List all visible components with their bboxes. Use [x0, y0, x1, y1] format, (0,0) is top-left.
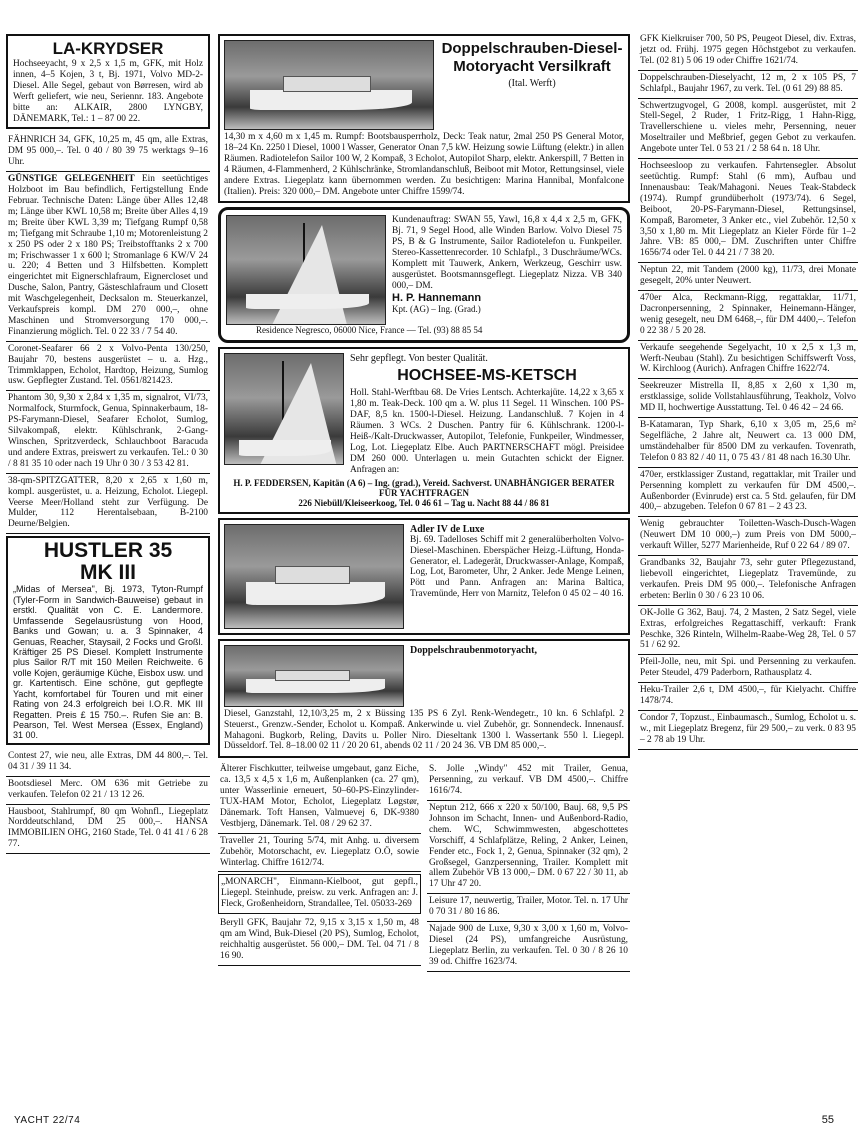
ad-pfeil-jolle: Pfeil-Jolle, neu, mit Spi. und Persenning zu verkaufen. Peter Steudel, 479 Paderborn, Rathausplatz 4.	[638, 655, 858, 683]
yacht-photo	[226, 215, 386, 325]
ad-contact-address: Residence Negresco, 06000 Nice, France — Tel. (93) 88 85 54	[256, 325, 483, 336]
ad-spitzgatter: 38-qm-SPITZGATTER, 8,20 x 2,65 x 1,60 m, kompl. ausgerüstet, u. a. Heizung, Echolot. Liegepl. Veerse Meer/Holland steht zur Verfügung. De Mulder, 112 Herentalsebaan, B-2100 Deurne/Belgien.	[6, 474, 210, 535]
ad-neptun-212: Neptun 212, 666 x 220 x 50/100, Bauj. 68, 9,5 PS Johnson im Schacht, Innen- und Außenbord-Radio, chem. WC, Schwimmwesten, abgeschottetes Vorschiff, 4 Schlafplätze, Reling, 2 Anker, Leinen, Fender etc., Fock 1, 2, Genua, Spinnaker (32 qm), 2 Großsegel, Ganzpersenning, Trailer. Komplett mit allem Zubehör VB 13 000,– DM. 0 67 22 / 30 11, ab 17 Uhr 47 20.	[427, 801, 630, 894]
ad-condor: Condor 7, Topzust., Einbaumasch., Sumlog, Echolot u. s. w., mit Liegeplatz Bregenz, für 29 500,– zu verk. 0 83 95 – 2 78 ab 19 Uhr.	[638, 711, 858, 750]
ad-bootsdiesel: Bootsdiesel Merc. OM 636 mit Getriebe zu verkaufen. Telefon 02 21 / 13 12 26.	[6, 777, 210, 805]
ad-contact-address: 226 Niebüll/Kleiseerkoog, Tel. 0 46 61 – Tag u. Nacht 88 44 / 86 81	[298, 497, 550, 508]
ad-phantom: Phantom 30, 9,30 x 2,84 x 1,35 m, signalrot, VI/73, Normalfock, Sturmfock, Genua, Spinnakerbaum, 18-PS-Farymann-Diesel, Seafarer Echolot, Sumlog, Silvakompaß, elektr. Kühlschrank, 2-Gang-Winschen, Spritzverdeck, Schlauchboot Baracuda und andere Extras, preiswert zu verkaufen. Tel.: 0 30 / 8 81 35 10 oder nach 19 Uhr 0 30 / 3 53 42 81.	[6, 391, 210, 473]
ad-text: Kundenauftrag: SWAN 55, Yawl, 16,8 x 4,4 x 2,5 m, GFK, Bj. 71, 9 Segel Hood, alle Winden Barlow. Volvo Diesel 75 PS, B & G Instrumente, Sailor Radiotelefon u. Funkpeiler. Stereo-Kassettenrecorder. 10 Schlafpl., 3 Duschräume/WCs. Komplett mit Tauwerk, Ankern, Werkzeug, Geschirr usw. ausgerüstet. Bootsmannsgeflegt. Liegeplatz Nizza. VB 340 000,– DM.	[392, 215, 622, 291]
ad-traveller: Traveller 21, Touring 5/74, mit Anhg. u. diversem Zubehör, Motorschacht, ev. Liegeplatz O.Ö, sowie Winterlag. Chiffre 1612/74.	[218, 834, 421, 873]
ad-text: Diesel, Ganzstahl, 12,10/3,25 m, 2 x Büssing 135 PS 6 Zyl. Renk-Wendegetr., 10 kn. 6 Schlafpl. 2 Steuerst., Grenzw.-Sender, Echolot u. Kompaß. Ankerwinde u. viel Zubehör, gr. Sonnendeck. Innenausf. Mahagoni. Bugkorb, Reling, Davits u. Poller Niro. Dieseltank 1300 l. Wassertank 550 l. Liegepl. Düsseldorf. Tel. 8–18.00 02 11 / 20 20 61, abends 02 11 / 20 24 36. VB DM 85 000,–.	[224, 708, 624, 752]
ad-beryll: Beryll GFK, Baujahr 72, 9,15 x 3,15 x 1,50 m, 48 qm am Wind, Buk-Diesel (20 PS), Sumlog, Echolot, reichhaltig ausgerüstet. 56 000,– DM. Tel. 04 71 / 8 16 90.	[218, 916, 421, 966]
ad-katamaran: B-Katamaran, Typ Shark, 6,10 x 3,05 m, 25,6 m² Segelfläche, 2 Jahre alt, Neuwert ca. 13 000 DM, umständehalber für 8500 DM zu verkaufen. Tovenrath, Telefon 0 83 82 / 40 11, 0 75 43 / 81 48 nach 16.30 Uhr.	[638, 418, 858, 468]
classified-subcolumns	[218, 762, 630, 971]
ad-grandbanks: Grandbanks 32, Baujahr 73, sehr guter Pflegezustand, liebevoll eingerichtet, Liegeplatz Travemünde, zu verkaufen. Preis DM 95 000,–. Telefonische Anfragen erbeten: Berlin 0 30 / 6 23 10 06.	[638, 556, 858, 606]
ad-fischkutter: Älterer Fischkutter, teilweise umgebaut, ganz Eiche, ca. 13,5 x 4,5 x 1,6 m, Außenplanken (ca. 27 qm), unter Wasserlinie erneuert, 50–60-PS-Einzylinder-TUX-HAM Motor, Echolot, Liegeplatz Løgstør, Dänemark. Toft Hansen, Valmuevej 6, DK-9380 Vestbjerg, Dänemark. Tel. 08 / 29 62 37.	[218, 762, 421, 833]
column-right	[638, 32, 858, 1110]
ad-subtitle: (Ital. Werft)	[508, 78, 556, 89]
ad-text: Ein seetüchtiges Holzboot im Bau befindlich, Fertigstellung Ende Februar. Technische Daten: Länge über Alles 12,48 m; Länge über KWL 10,58 m; Breite über Alles 4,19 m; Breite über KWL 3,39 m; Tiefgang Rumpf 0,58 m; Tiefgang mit Schraube 1,10 m; Motorenleistung 2 x 250 PS oder 2 x 180 PS; Treibstofftanks 2 x 700 m; Frischwasser 1 x 600 l; Stromanlage 6 KW/V 24 u. 220; 4 Betten und 3 Hilfsbetten. Komplett eingerichtet mit Eignerschlafraum, Eignercloset und Dusche, Salon, Pantry, Gästeschlafraum und Closett mit Waschgelegenheit, Decksalon m. Steuerkanzel, Verkaufspreis kompl. DM 270 000,–, ohne Maschinen und Stromversorgung 170 000,–. Finanzierung möglich. Tel. 0 22 33 / 7 54 40.	[8, 174, 208, 337]
ad-la-krydser	[6, 34, 210, 129]
ad-ok-jolle: OK-Jolle G 362, Bauj. 74, 2 Masten, 2 Satz Segel, viele Extras, erfolgreiches Regattaschiff, verkauft: Frank Peschke, 326 Rinteln, Wilhelm-Raabe-Weg 28, Tel. 0 57 51 / 62 92.	[638, 606, 858, 656]
ad-intro: Sehr gepflegt. Von bester Qualität.	[350, 353, 488, 365]
ad-neptun-22: Neptun 22, mit Tandem (2000 kg), 11/73, drei Monate gesegelt, 20% unter Neuwert.	[638, 263, 858, 291]
ad-title: Doppelschrauben-Diesel-Motoryacht Versilkraft	[441, 40, 623, 75]
ad-jolle-windy: S. Jolle „Windy" 452 mit Trailer, Genua, Persenning, zu verkauf. VB DM 4500,–. Chiffre 1616/74.	[427, 762, 630, 801]
ad-versilkraft	[218, 34, 630, 203]
ad-title: HUSTLER 35	[43, 539, 173, 563]
ad-text: „Midas of Mersea", Bj. 1973, Tyton-Rumpf (Tyler-Form in Sandwich-Bauweise) gebaut in erstkl. Qualität von C. E. Landermore. Umfassende Segelausrüstung von Hood, Banks und Gowan; u. a. 3 Spinnaker, 4 Genuas, Reacher, Staysail, 2 Focks und Großl. Kräftiger 25 PS Diesel. Komplett Instrumente plus Sailor R/T mit 150 Meilen Reichweite. 6 volle Kojen, geräumige Küche, Eisbox usw. und gr. Kartentisch. Eine schöne, gut gepflegte Yacht, komfortabel für Touren und mit einer Rating von 24.3 erfolgreich bei I.O.R. MK III Regatten. Preis £ 15 750.–. Rufen Sie an: B. Pearson, Tel. West Mersea (Essex, England) 31 00.	[13, 584, 203, 741]
ad-subtitle: MK III	[80, 561, 136, 585]
ad-wagen: Wenig gebrauchter Toiletten-Wasch-Dusch-Wagen (Neuwert DM 10 000,–) zum Preis von DM 5000,– verkauft Willer, 5277 Marienheide, Ruf 0 22 64 / 89 07.	[638, 517, 858, 556]
ad-title: HOCHSEE-MS-KETSCH	[397, 367, 577, 385]
ad-monarch: „MONARCH", Einmann-Kielboot, gut gepfl., Liegepl. Steinhude, preisw. zu verk. Anfragen an: J. Fleck, Großenheidorn, Strandallee, Tel. 05033-269	[218, 874, 421, 914]
ad-guenstige	[6, 172, 210, 342]
ad-contact: H. P. FEDDERSEN, Kapitän (A 6) – Ing. (grad.), Vereid. Sachverst. UNABHÄNGIGER BERATER FÜR YACHTFRAGEN	[233, 477, 615, 498]
ad-dieselyacht: Doppelschrauben-Dieselyacht, 12 m, 2 x 105 PS, 7 Schlafpl., Baujahr 1967, zu verk. Tel. (0 61 29) 88 85.	[638, 71, 858, 99]
ad-hausboot: Hausboot, Stahlrumpf, 80 qm Wohnfl., Liegeplatz Norddeutschland, DM 25 000,–. HANSA IMMOBILIEN OHG, 2160 Stade, Tel. 0 41 41 / 6 28 77.	[6, 805, 210, 855]
ad-text: Hochseeyacht, 9 x 2,5 x 1,5 m, GFK, mit Holz innen, 4–5 Kojen, 3 t, Bj. 1971, Volvo MD-2-Diesel. Alle Segel, gebaut von Børresen, wird ab Werft geliefert, wie neu, Seriennr. 183. Angebote bitte an: ALKAIR, 2800 LYNGBY, DÄNEMARK, Tel.: 1 – 87 00 22.	[13, 59, 203, 124]
ad-seekreuzer: Seekreuzer Mistrella II, 8,85 x 2,60 x 1,30 m, erstklassige, solide Vollstahlausführung, Teakholz, Volvo MD II, hochwertige Ausstattung. Tel. 0 46 42 – 24 66.	[638, 379, 858, 418]
ad-470er: 470er, erstklassiger Zustand, regattaklar, mit Trailer und Persenning komplett zu verkaufen für DM 4500,–. Außenborder (Evinrude) erst ca. 5 Std. gelaufen, für DM 400,– abzugeben. Telefon 0 67 81 – 2 43 23.	[638, 468, 858, 518]
ad-contact-title: Kpt. (AG) – Ing. (Grad.)	[392, 303, 481, 314]
ad-title: Adler IV de Luxe	[410, 523, 485, 535]
ad-doppelschrauben	[218, 639, 630, 759]
ad-title: GÜNSTIGE GELEGENHEIT	[8, 174, 135, 185]
magazine-issue: YACHT 22/74	[14, 1115, 81, 1126]
ad-leisure: Leisure 17, neuwertig, Trailer, Motor. Tel. n. 17 Uhr 0 70 31 / 80 16 86.	[427, 894, 630, 922]
ad-text: Bj. 69. Tadelloses Schiff mit 2 generalüberholten Volvo-Diesel-Maschinen. Eberspächer Heizg.-Lüftung, Honda-Generator, el. Ladegerät, Druckwasser-Anlage, Kompaß, Log, Lot, Barometer, Uhr, 2 Anker. Jede Menge Leinen, Pött und Pann. Anfragen an: Marina Baltica, Travemünde, Herr von Marnitz, Telefon 0 45 02 – 40 16.	[410, 534, 624, 600]
subcolumn-left	[218, 762, 421, 971]
ad-text: 14,30 m x 4,60 m x 1,45 m. Rumpf: Bootsbausperrholz, Deck: Teak natur, 2mal 250 PS General Motor, 18–24 Kn. 2250 l Diesel, 1000 l Wasser, Generator Onan 7,5 kW. Heizung sowie Lüftung (elektr.) in allen Räumen. Radiotelefon Sailor 100 W, 2 Kompaß, 3 Echolot, Autopilot Sharp, elektr. Ankerspill, 7 Betten in 4 Räumen, 4-Flammenherd, 2 Kühlschränke, Stromlandanschluß, Beiboot mit Motor, Rettungsinsel, viele andere Extras. Liegeplatz kann übernommen werden. Zu besichtigen: Marina Hannibal, Monfalcone (Italien). Preis: 320 000,– DM. Angebote unter Chiffre 1599/74.	[224, 132, 624, 197]
ad-heku-trailer: Heku-Trailer 2,6 t, DM 4500,–, für Kielyacht. Chiffre 1478/74.	[638, 683, 858, 711]
ad-segelyacht: Verkaufe seegehende Segelyacht, 10 x 2,5 x 1,3 m, Werft-Neubau (Stahl). Zu besichtigen Schiffswerft Voss, W. Kirchloog (Aurich). Anfragen Chiffre 1622/74.	[638, 341, 858, 380]
ad-ketsch	[218, 347, 630, 513]
ad-text: Holl. Stahl-Werftbau 68. De Vries Lentsch. Achterkajüte. 14,22 x 3,65 x 1,80 m. Teak-Deck. 100 qm a. W. plus 11 Segel. 11 Winschen. 100 PS-DAF, 8,5 kn. 1500-l-Diesel. Heizung. Landanschluß. 7 Kojen in 4 Räumen. 3 WCs. 2 Duschen. Pantry für 6. Kühlschrank. 1200-l-Heiß-/Kalt-Druckwasser, Autopilot, Telefonie, Funkpeiler, Windmesser, Log, Lot. Liegeplatz Elbe. Auch PARTNERSCHAFT mögl. Preisidee DM 260 000. Unterlagen u. mein Gutachten schickt der Eigner. Anfragen an:	[350, 388, 624, 475]
ad-faehnrich: FÄHNRICH 34, GFK, 10,25 m, 45 qm, alle Extras, DM 95 000,–. Tel. 0 40 / 80 39 75 werktags 9–16 Uhr.	[6, 133, 210, 172]
subcolumn-right	[427, 762, 630, 971]
ad-hochseesloop: Hochseesloop zu verkaufen. Fahrtensegler. Absolut seetüchtig. Rumpf: Stahl (6 mm), Aufbau und Innenausbau: Teak/Mahagoni. Neues Teak-Stabdeck (1974). Rumpf grundüberholt (1973/74). 6 Segel, Beiboot, 20-PS-Farymann-Diesel, Rettungsinsel, Kompaß, Barometer, 3 Anker etc., viel Zubehör. 12,50 x 3,50 x 1,80 m. Mit Liegeplatz an Kieler Förde für 1–2 Jahre. VB: 85 000,– DM. Zuschriften unter Chiffre 1656/74 oder Tel. 0 44 21 / 7 38 20.	[638, 159, 858, 263]
ad-title: LA-KRYDSER	[52, 39, 164, 58]
ad-gfk-kielkruiser: GFK Kielkruiser 700, 50 PS, Peugeot Diesel, div. Extras, jetzt od. Frühj. 1975 gegen Höchstgebot zu verkaufen. Tel. (02 81) 5 06 19 oder Chiffre 1621/74.	[638, 32, 858, 71]
yacht-photo	[224, 353, 344, 465]
ad-title: Doppelschraubenmotoryacht,	[410, 644, 537, 656]
column-left	[6, 32, 210, 1110]
ad-470er-alca: 470er Alca, Reckmann-Rigg, regattaklar, 11/71, Dacronpersenning, 2 Spinnaker, Heinemann-Hänger, wenig gesegelt, neu DM 6468,–, für DM 4400,–. Telefon 0 22 38 / 5 20 28.	[638, 291, 858, 341]
yacht-photo	[224, 645, 404, 707]
ad-swan55	[218, 207, 630, 343]
ad-hustler	[6, 536, 210, 745]
page-number: 55	[821, 1114, 834, 1126]
ad-adler	[218, 518, 630, 635]
yacht-photo	[224, 40, 434, 130]
ad-najade: Najade 900 de Luxe, 9,30 x 3,00 x 1,60 m, Volvo-Diesel (24 PS), umfangreiche Ausrüstung, Liegeplatz Berlin, zu verkaufen. Tel. 0 30 / 8 26 10 39 od. Chiffre 1623/74.	[427, 922, 630, 972]
column-middle	[218, 32, 630, 1110]
ad-contest: Contest 27, wie neu, alle Extras, DM 44 800,–. Tel. 04 31 / 39 11 34.	[6, 749, 210, 777]
ad-contact-name: H. P. Hannemann	[392, 291, 482, 304]
ad-schwertzugvogel: Schwertzugvogel, G 2008, kompl. ausgerüstet, mit 2 Stell-Segel, 2 Ruder, 1 Fritz-Rigg, 1 Hahn-Rigg, Travellerschiene u. vieles mehr, Persenning, neuer Moseltrailer und Meßbrief, gegen Gebot zu verkaufen. Angebote unter Tel. 0 53 21 / 2 58 64 n. 18 Uhr.	[638, 99, 858, 160]
yacht-photo	[224, 524, 404, 629]
ad-coronet: Coronet-Seafarer 66 2 x Volvo-Penta 130/250, Baujahr 70, bestens ausgerüstet – u. a. Hzg., Trimmklappen, Echolot, Hardtop, Heizung, Sumlog usw. Gepflegter Zustand. Tel. 0561/821423.	[6, 342, 210, 392]
